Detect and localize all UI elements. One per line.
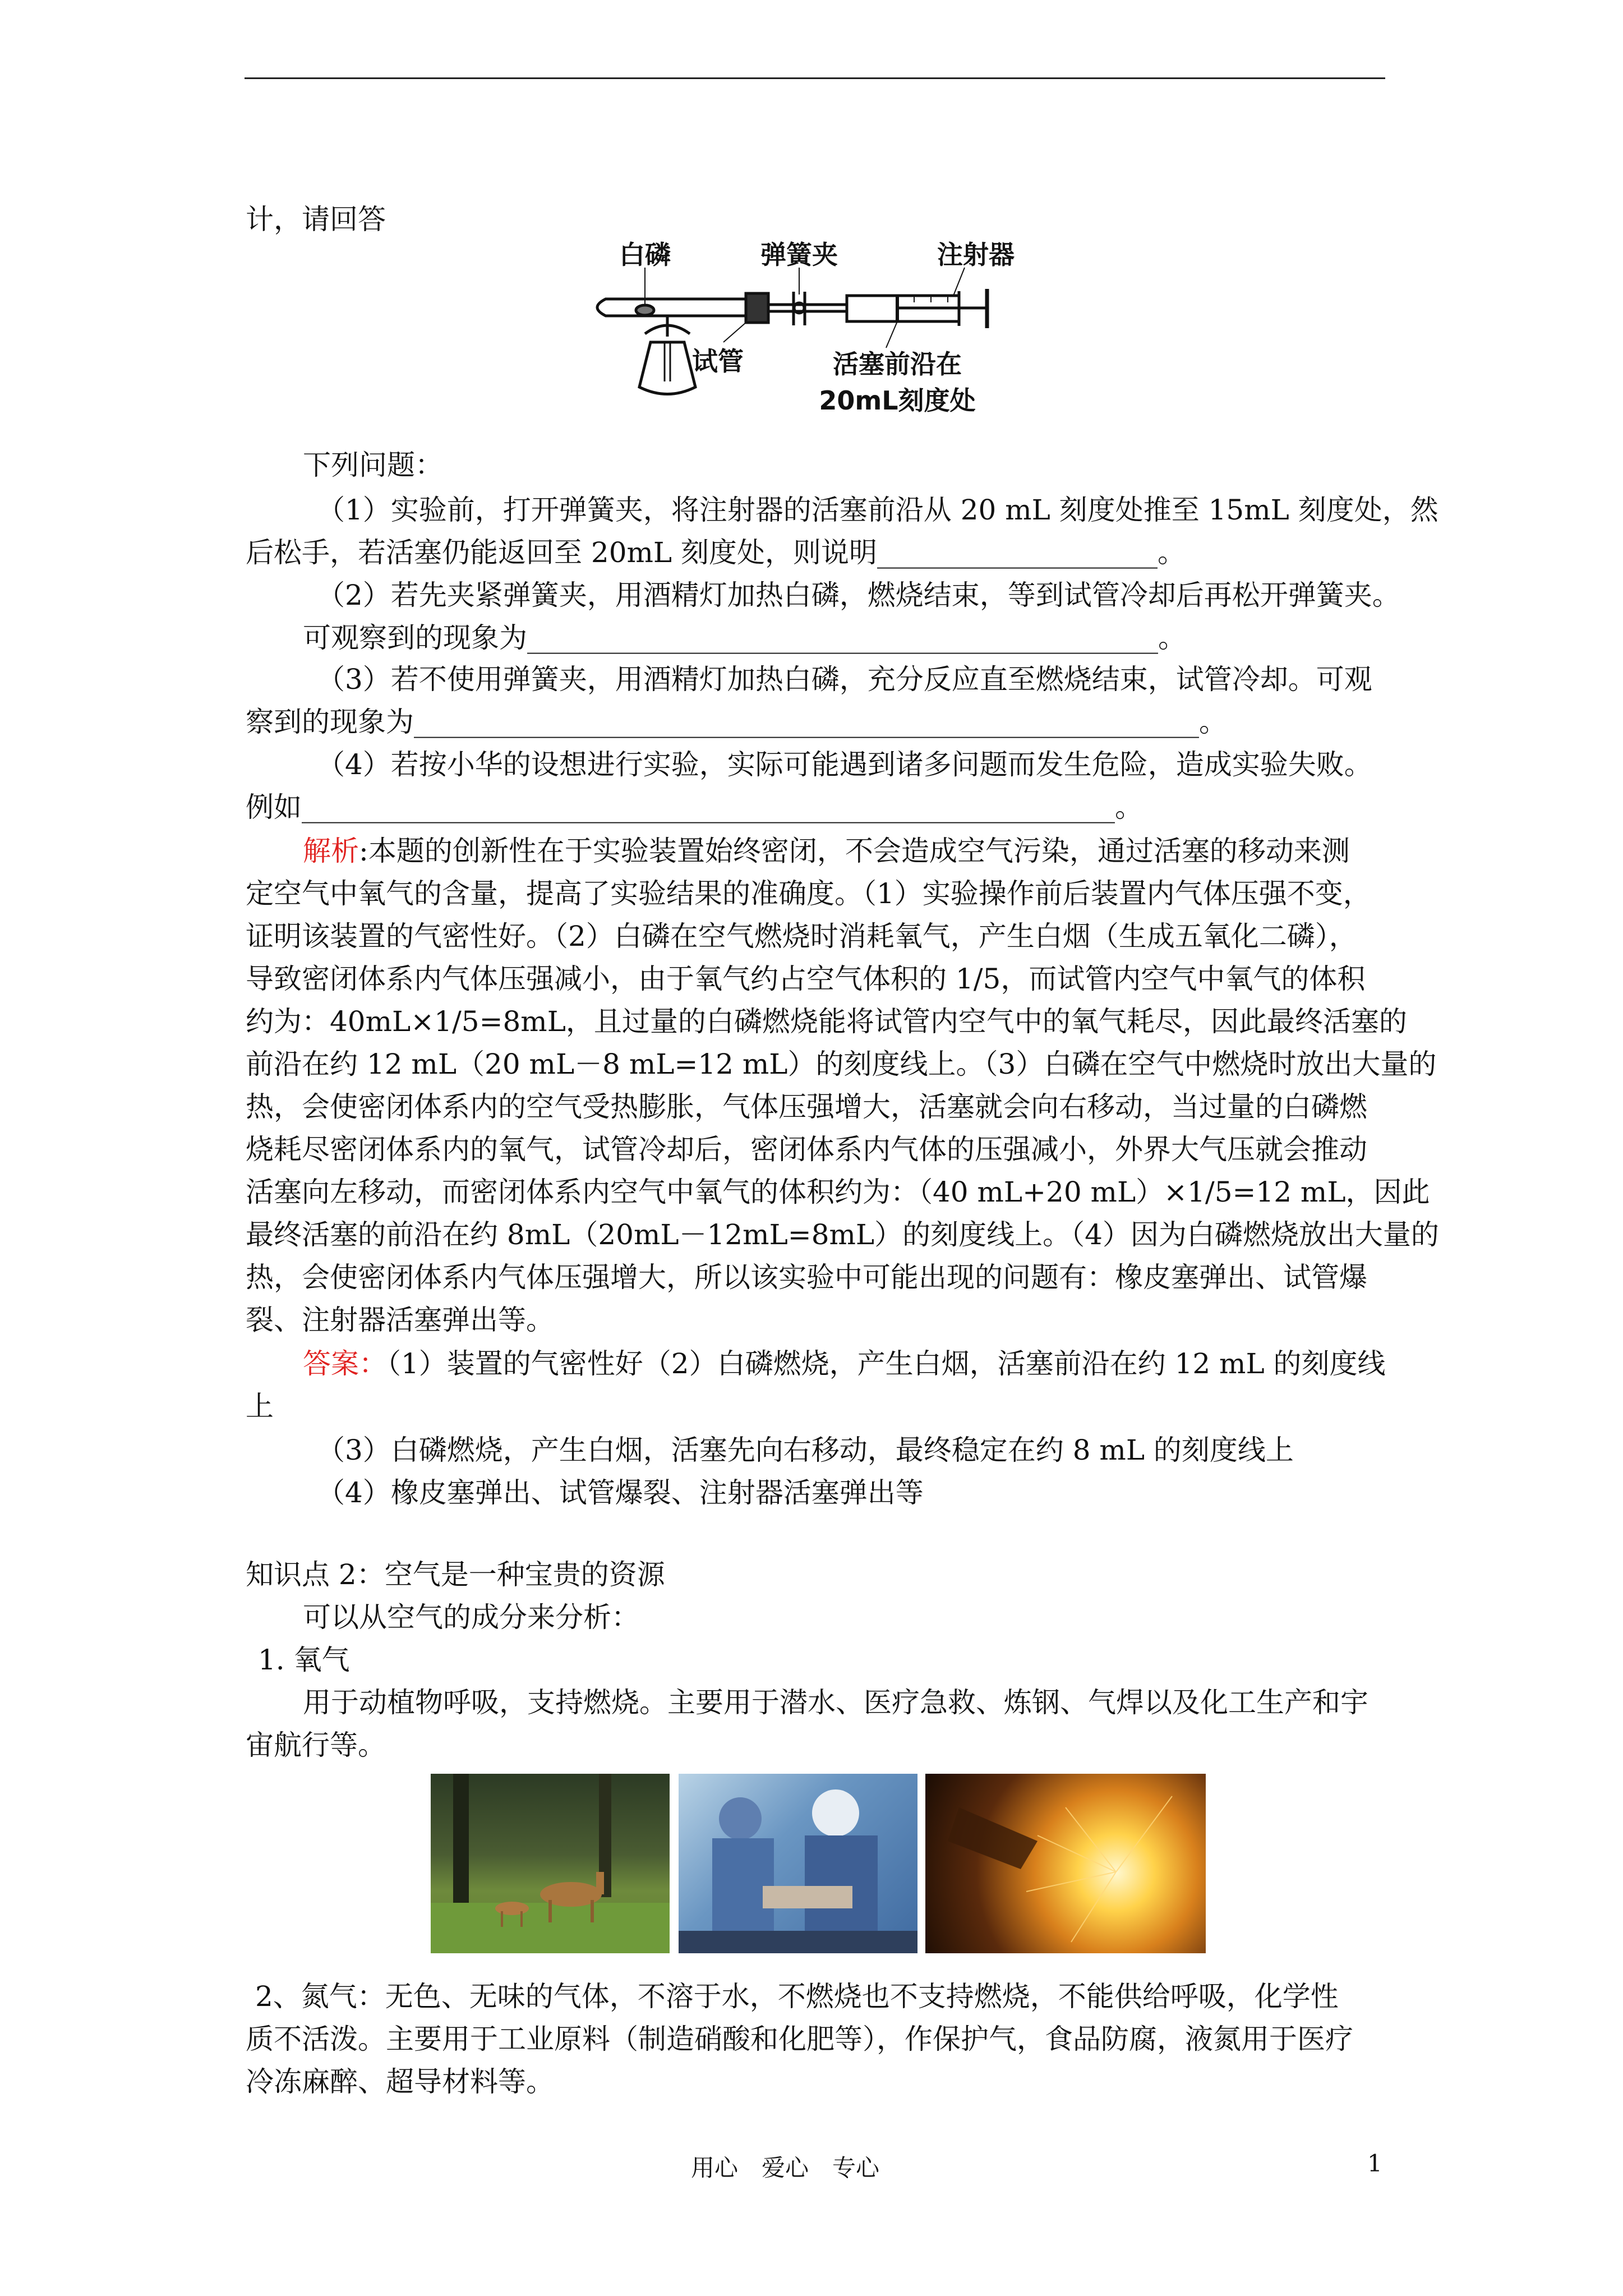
analysis-text: :本题的创新性在于实验装置始终密闭，不会造成空气污染，通过活塞的移动来测 xyxy=(359,835,1350,867)
analysis-label: 解析 xyxy=(303,835,359,867)
q3-line2: 察到的现象为________________________________________________________。 xyxy=(246,706,1227,738)
surgery-photo xyxy=(679,1774,917,1953)
answer-line-4: （4）橡皮塞弹出、试管爆裂、注射器活塞弹出等 xyxy=(317,1476,924,1509)
footer-motto: 用心 爱心 专心 xyxy=(691,2154,880,2182)
apparatus-diagram xyxy=(583,233,1032,440)
intro-line: 计，请回答 xyxy=(246,203,386,236)
answer-line-3: （3）白磷燃烧，产生白烟，活塞先向右移动，最终稳定在约 8 mL 的刻度线上 xyxy=(317,1434,1294,1466)
analysis-line: 定空气中氧气的含量，提高了实验结果的准确度。（1）实验操作前后装置内气体压强不变， xyxy=(246,877,1371,910)
answer-text: （1）装置的气密性好（2）白磷燃烧，产生白烟，活塞前沿在约 12 mL 的刻度线 xyxy=(387,1347,1386,1380)
analysis-line: 前沿在约 12 mL（20 mL－8 mL=12 mL）的刻度线上。（3）白磷在空气中燃烧时放出大量的 xyxy=(246,1048,1437,1080)
page-number: 1 xyxy=(1367,2150,1382,2177)
oxygen-line2: 宙航行等。 xyxy=(246,1729,386,1761)
oxygen-line1: 用于动植物呼吸，支持燃烧。主要用于潜水、医疗急救、炼钢、气焊以及化工生产和宇 xyxy=(303,1686,1368,1719)
q4-line2: 例如__________________________________________________________。 xyxy=(246,791,1143,823)
analysis-line: 裂、注射器活塞弹出等。 xyxy=(246,1304,554,1336)
white-phosphorus xyxy=(636,305,654,315)
analysis-line: 烧耗尽密闭体系内的氧气，试管冷却后，密闭体系内气体的压强减小，外界大气压就会推动 xyxy=(246,1133,1367,1166)
label-spring-clip: 弹簧夹 xyxy=(760,240,838,270)
analysis-line: 最终活塞的前沿在约 8mL（20mL－12mL=8mL）的刻度线上。（4）因为白磷燃烧放出大量的 xyxy=(246,1218,1439,1251)
question-lead: 下列问题： xyxy=(303,449,443,481)
kp2-sub: 可以从空气的成分来分析： xyxy=(303,1601,639,1634)
test-tube xyxy=(597,299,751,316)
label-phosphorus: 白磷 xyxy=(619,240,671,270)
analysis-line: 约为：40mL×1/5=8mL，且过量的白磷燃烧能将试管内空气中的氧气耗尽，因此最终活塞的 xyxy=(246,1005,1407,1038)
label-test-tube: 试管 xyxy=(692,346,744,376)
label-piston-1: 活塞前沿在 xyxy=(833,349,962,379)
analysis-line: 证明该装置的气密性好。（2）白磷在空气燃烧时消耗氧气，产生白烟（生成五氧化二磷）， xyxy=(246,920,1357,953)
nitrogen-line2: 质不活泼。主要用于工业原料（制造硝酸和化肥等），作保护气，食品防腐，液氮用于医疗 xyxy=(246,2023,1353,2055)
deer-photo xyxy=(431,1774,670,1953)
header-rule xyxy=(245,77,1385,79)
nitrogen-line3: 冷冻麻醉、超导材料等。 xyxy=(246,2065,554,2098)
analysis-line: 热，会使密闭体系内的空气受热膨胀，气体压强增大，活塞就会向右移动，当过量的白磷燃 xyxy=(246,1091,1367,1123)
label-syringe: 注射器 xyxy=(937,240,1015,270)
q4-line1: （4）若按小华的设想进行实验，实际可能遇到诸多问题而发生危险，造成实验失败。 xyxy=(317,748,1372,781)
welding-photo xyxy=(925,1774,1206,1953)
nitrogen-line1: 2、氮气：无色、无味的气体，不溶于水，不燃烧也不支持燃烧，不能供给呼吸，化学性 xyxy=(255,1980,1339,2013)
q1-line2: 后松手，若活塞仍能返回至 20mL 刻度处，则说明____________________。 xyxy=(246,536,1186,569)
spring-clip xyxy=(794,292,805,325)
rubber-stopper xyxy=(746,293,768,323)
q3-line1: （3）若不使用弹簧夹，用酒精灯加热白磷，充分反应直至燃烧结束，试管冷却。可观 xyxy=(317,663,1372,696)
analysis-line: 热，会使密闭体系内气体压强增大，所以该实验中可能出现的问题有：橡皮塞弹出、试管爆 xyxy=(246,1261,1367,1294)
q1-line1: （1）实验前，打开弹簧夹，将注射器的活塞前沿从 20 mL 刻度处推至 15mL 刻度处，然 xyxy=(317,494,1438,526)
label-piston-2: 20mL刻度处 xyxy=(819,385,976,416)
answer-label: 答案： xyxy=(303,1347,387,1380)
q2-line1: （2）若先夹紧弹簧夹，用酒精灯加热白磷，燃烧结束，等到试管冷却后再松开弹簧夹。 xyxy=(317,579,1400,611)
answer-line-2: 上 xyxy=(246,1390,274,1423)
q2-line2: 可观察到的现象为_____________________________________________。 xyxy=(303,622,1186,654)
oxygen-heading: 1. 氧气 xyxy=(258,1644,350,1676)
analysis-line: 导致密闭体系内气体压强减小，由于氧气约占空气体积的 1/5，而试管内空气中氧气的体积 xyxy=(246,963,1366,995)
analysis-line-0 xyxy=(303,832,1350,869)
analysis-line: 活塞向左移动，而密闭体系内空气中氧气的体积约为：（40 mL+20 mL）×1/5=12 mL，因此 xyxy=(246,1176,1430,1208)
answer-line-1 xyxy=(303,1345,1386,1382)
kp2-title: 知识点 2：空气是一种宝贵的资源 xyxy=(246,1558,665,1591)
